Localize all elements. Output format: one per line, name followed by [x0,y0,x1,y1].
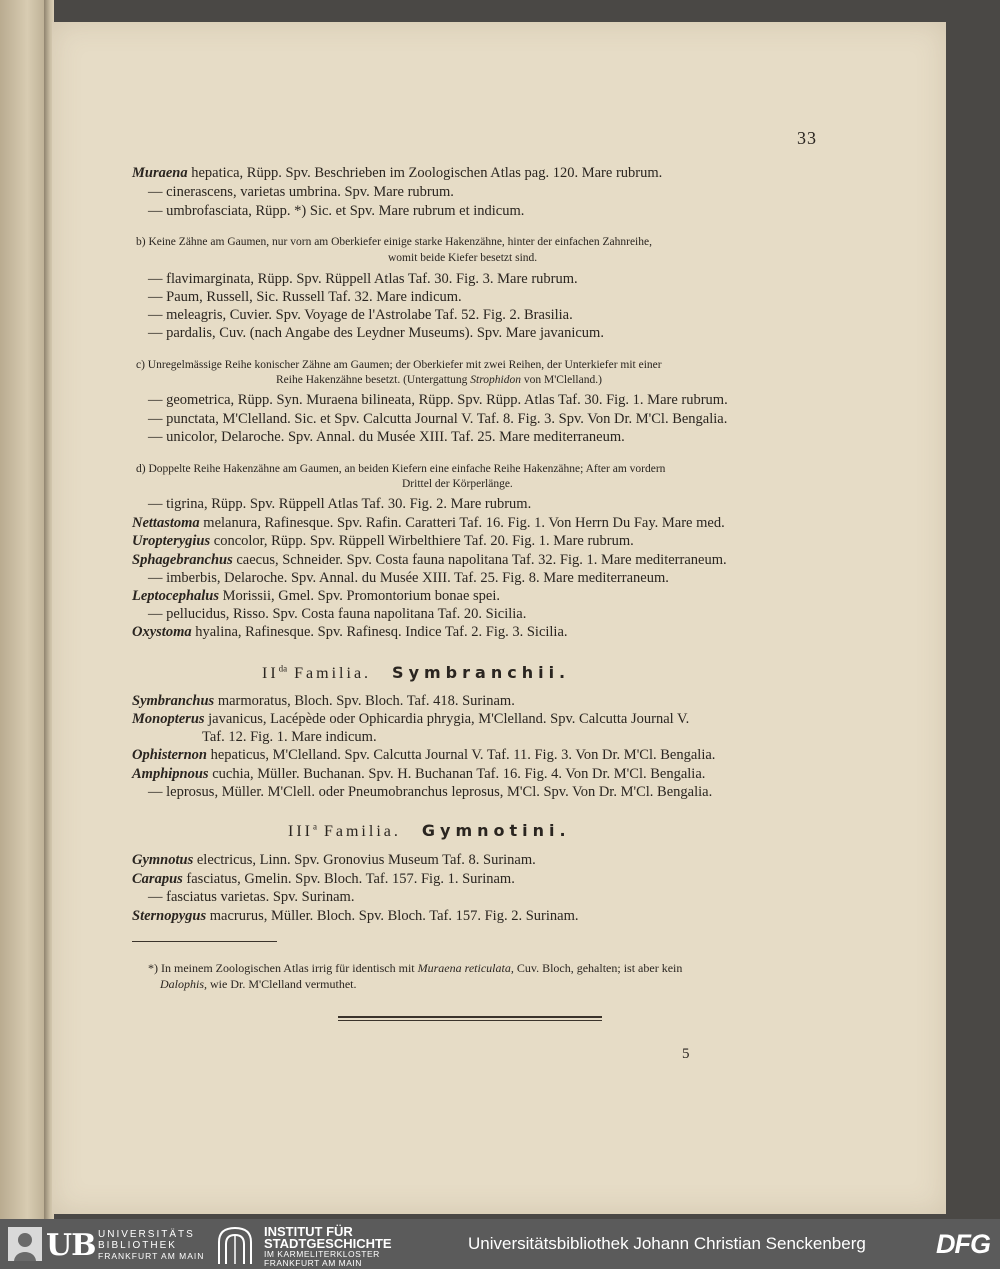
footnote-taxon: Muraena reticulata, [417,961,514,975]
entry-line [132,587,500,605]
genus-name: Uropterygius [132,533,211,549]
entry-line: — meleagris, Cuvier. Spv. Voyage de l'Astrolabe Taf. 52. Fig. 2. Brasilia. [148,307,573,323]
genus-name: Oxystoma [132,624,192,640]
entry-text: javanicus, Lacépède oder Ophicardia phrygia, M'Clelland. Spv. Calcutta Journal V. [204,711,690,727]
dfg-logo[interactable]: DFG [936,1229,990,1259]
genus-name: Carapus [132,871,183,887]
entry-line: — fasciatus varietas. Spv. Surinam. [148,889,355,905]
book-page [52,22,946,1214]
entry-text: hyalina, Rafinesque. Spv. Rafinesq. Indice Taf. 2. Fig. 3. Sicilia. [191,624,568,640]
ub-letters: UB [46,1228,96,1263]
ub-logo[interactable] [8,1224,208,1264]
entry-text: macrurus, Müller. Bloch. Spv. Bloch. Taf. 157. Fig. 2. Surinam. [206,908,579,924]
entry-line [132,532,634,550]
section-heading-b: b) Keine Zähne am Gaumen, nur vorn am Oberkiefer einige starke Hakenzähne, hinter der einfachen Zahnreihe, [136,236,652,248]
entry-text: Morissii, Gmel. Spv. Promontorium bonae spei. [219,588,500,604]
entry-line [132,164,662,182]
entry-line: — unicolor, Delaroche. Spv. Annal. du Musée XIII. Taf. 25. Mare mediterraneum. [148,429,625,445]
signature-mark: 5 [682,1046,690,1062]
genus-name: Sphagebranchus [132,552,233,568]
entry-text: hepaticus, M'Clelland. Spv. Calcutta Journal V. Taf. 11. Fig. 3. Von Dr. M'Cl. Bengalia. [206,747,716,763]
entry-line: — imberbis, Delaroche. Spv. Annal. du Musée XIII. Taf. 25. Fig. 8. Mare mediterraneum. [148,570,669,586]
entry-text: concolor, Rüpp. Spv. Rüppell Wirbelthiere Taf. 20. Fig. 1. Mare rubrum. [210,533,634,549]
closing-double-rule [338,1016,602,1018]
goethe-portrait-icon [8,1227,42,1261]
isg-sub-line: FRANKFURT AM MAIN [264,1258,362,1268]
footnote-line: *) In meinem Zoologischen Atlas irrig für identisch mit Muraena reticulata, Cuv. Bloch, gehalten; ist aber kein [148,961,683,975]
footnote-line: Dalophis, wie Dr. M'Clelland vermuthet. [160,977,357,991]
entry-line [132,851,536,869]
entry-line: — geometrica, Rüpp. Syn. Muraena bilineata, Rüpp. Spv. Rüpp. Atlas Taf. 30. Fig. 1. Mare rubrum. [148,392,728,408]
isg-sub-line: IM KARMELITERKLOSTER [264,1249,380,1259]
entry-text: hepatica, Rüpp. Spv. Beschrieben im Zoologischen Atlas pag. 120. Mare rubrum. [187,165,663,181]
entry-line: — punctata, M'Clelland. Sic. et Spv. Calcutta Journal V. Taf. 8. Fig. 3. Spv. Von Dr. M'Cl. Bengalia. [148,411,728,427]
entry-line [132,551,727,569]
genus-name: Nettastoma [132,515,200,531]
genus-name: Muraena [132,165,188,181]
ub-text-line: UNIVERSITÄTS [98,1229,195,1240]
subgenus-name: Strophidon [470,374,521,386]
entry-text: melanura, Rafinesque. Spv. Rafin. Caratteri Taf. 16. Fig. 1. Von Herrn Du Fay. Mare med. [199,515,725,531]
family-name: Symbranchii. [392,663,571,682]
genus-name: Monopterus [132,711,205,727]
entry-line: Taf. 12. Fig. 1. Mare indicum. [202,729,377,745]
entry-text: electricus, Linn. Spv. Gronovius Museum Taf. 8. Surinam. [193,852,536,868]
family-heading: III$^a$ Familia. Gymnotini. [288,821,571,840]
footnote-divider [132,941,277,942]
entry-line: — flavimarginata, Rüpp. Spv. Rüppell Atlas Taf. 30. Fig. 3. Mare rubrum. [148,271,578,287]
institution-link[interactable]: Universitätsbibliothek Johann Christian Senckenberg [468,1234,866,1253]
entry-line [132,907,578,925]
genus-name: Symbranchus [132,693,215,709]
entry-text: cuchia, Müller. Buchanan. Spv. H. Buchanan Taf. 16. Fig. 4. Von Dr. M'Cl. Bengalia. [208,766,706,782]
entry-line [132,692,515,710]
family-name: Gymnotini. [421,821,571,840]
genus-name: Gymnotus [132,852,194,868]
entry-line: — leprosus, Müller. M'Clell. oder Pneumobranchus leprosus, M'Cl. Spv. Von Dr. M'Cl. Bengalia. [148,784,713,800]
entry-line [132,710,689,728]
ub-text-line: FRANKFURT AM MAIN [98,1251,205,1261]
closing-double-rule [338,1020,602,1021]
entry-line [132,870,515,888]
section-heading-d: d) Doppelte Reihe Hakenzähne am Gaumen, an beiden Kiefern eine einfache Reihe Hakenzähne; After am vordern [136,463,666,475]
entry-line: — cinerascens, varietas umbrina. Spv. Mare rubrum. [148,184,454,200]
viewer-footer [0,1219,1000,1269]
genus-name: Ophisternon [132,747,207,763]
page-number: 33 [797,128,817,148]
entry-text: marmoratus, Bloch. Spv. Bloch. Taf. 418. Surinam. [214,693,515,709]
section-heading-c-cont: Reihe Hakenzähne besetzt. (Untergattung Strophidon von M'Clelland.) [276,374,602,386]
entry-line [132,623,568,641]
section-heading-d-cont: Drittel der Körperlänge. [402,478,513,490]
genus-name: Leptocephalus [132,588,219,604]
isg-title-line: STADTGESCHICHTE [264,1236,392,1251]
isg-logo[interactable] [216,1224,416,1268]
section-heading-b-cont: womit beide Kiefer besetzt sind. [388,252,538,264]
entry-line [132,765,705,783]
entry-line [132,746,715,764]
footnote-taxon: Dalophis, [160,977,208,991]
entry-text: fasciatus, Gmelin. Spv. Bloch. Taf. 157. Fig. 1. Surinam. [182,871,515,887]
family-heading: $II^{da}$ Familia. Symbranchii. [262,663,571,682]
section-heading-c: c) Unregelmässige Reihe konischer Zähne am Gaumen; der Oberkiefer mit zwei Reihen, der Unterkiefer mit einer [136,359,662,371]
ub-text-line: BIBLIOTHEK [98,1240,177,1251]
entry-line: — tigrina, Rüpp. Spv. Rüppell Atlas Taf. 30. Fig. 2. Mare rubrum. [148,496,532,512]
entry-line: — Paum, Russell, Sic. Russell Taf. 32. Mare indicum. [148,289,462,305]
entry-line: — pardalis, Cuv. (nach Angabe des Leydner Museums). Spv. Mare javanicum. [148,325,604,341]
arch-icon [216,1226,254,1264]
entry-line: — pellucidus, Risso. Spv. Costa fauna napolitana Taf. 20. Sicilia. [148,606,527,622]
isg-title-line: INSTITUT FÜR [264,1224,353,1239]
entry-line [132,514,725,532]
genus-name: Amphipnous [132,766,209,782]
entry-text: caecus, Schneider. Spv. Costa fauna napolitana Taf. 32. Fig. 1. Mare mediterraneum. [232,552,727,568]
previous-page-edge [0,0,50,1219]
entry-line: — umbrofasciata, Rüpp. *) Sic. et Spv. Mare rubrum et indicum. [148,203,525,219]
genus-name: Sternopygus [132,908,207,924]
